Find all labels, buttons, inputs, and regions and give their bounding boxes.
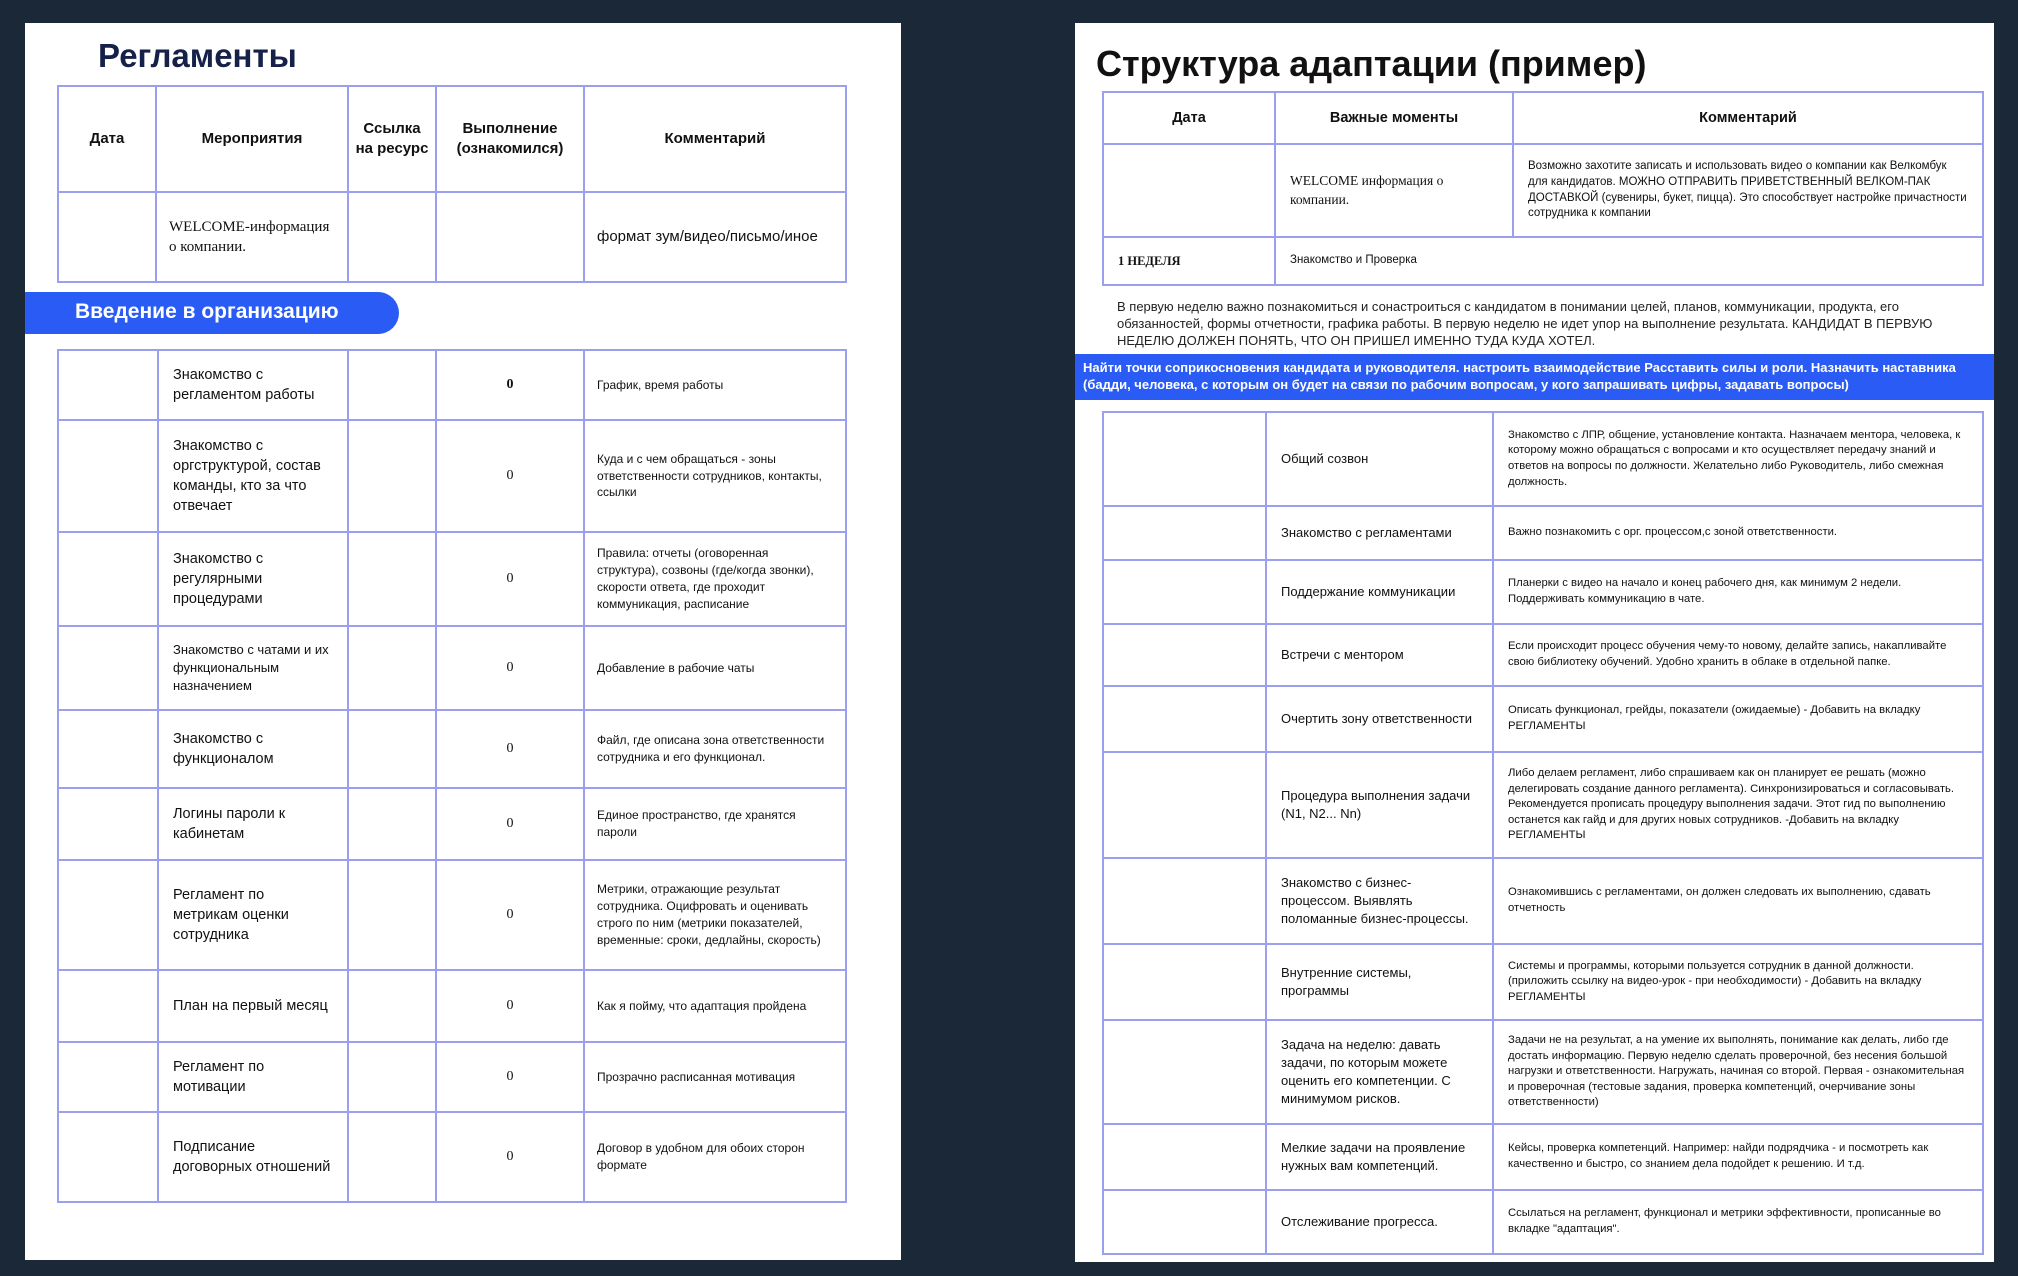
cell-date xyxy=(58,970,158,1042)
cell-link xyxy=(348,1112,436,1202)
cell-event: Знакомство с оргструктурой, состав команды, кто за что отвечает xyxy=(158,420,348,532)
cell-moment: Знакомство с бизнес-процессом. Выявлять поломанные бизнес-процессы. xyxy=(1266,858,1493,944)
cell-done: 0 xyxy=(436,710,584,788)
cell-moment: Мелкие задачи на проявление нужных вам компетенций. xyxy=(1266,1124,1493,1190)
cell-date xyxy=(1103,1124,1266,1190)
table-row xyxy=(58,1042,846,1112)
cell-comment: Либо делаем регламент, либо спрашиваем как он планирует ее решать (можно делегировать создание данного регламента). Синхронизироваться и согласовывать. Рекомендуется прописать процедуру выполнения задачи. Этот гид по выполнению останется как гайд и для других новых сотрудников. -Добавить на вкладку РЕГЛАМЕНТЫ xyxy=(1493,752,1983,858)
table-row xyxy=(1103,944,1983,1020)
cell-comment: График, время работы xyxy=(584,350,846,420)
cell-moment: Отслеживание прогресса. xyxy=(1266,1190,1493,1254)
cell-date xyxy=(58,788,158,860)
table-row xyxy=(1103,560,1983,624)
cell-link xyxy=(348,192,436,282)
cell-date xyxy=(1103,752,1266,858)
cell-link xyxy=(348,788,436,860)
cell-comment: Правила: отчеты (оговоренная структура), созвоны (где/когда звонки), скорости ответа, где проходит коммуникация, расписание xyxy=(584,532,846,626)
cell-date xyxy=(58,532,158,626)
table-row xyxy=(1103,1190,1983,1254)
table-row xyxy=(58,532,846,626)
cell-comment: Файл, где описана зона ответственности сотрудника и его функционал. xyxy=(584,710,846,788)
column-header-date: Дата xyxy=(58,86,156,192)
cell-date xyxy=(1103,686,1266,752)
cell-date xyxy=(58,192,156,282)
cell-comment: Прозрачно расписанная мотивация xyxy=(584,1042,846,1112)
column-header-comment: Комментарий xyxy=(584,86,846,192)
cell-done: 0 xyxy=(436,1042,584,1112)
cell-link xyxy=(348,626,436,710)
cell-done: 0 xyxy=(436,860,584,970)
cell-date xyxy=(58,860,158,970)
table-header-row xyxy=(58,86,846,192)
cell-event: План на первый месяц xyxy=(158,970,348,1042)
cell-done: 0 xyxy=(436,970,584,1042)
cell-comment: Планерки с видео на начало и конец рабочего дня, как минимум 2 недели. Поддерживать коммуникацию в чате. xyxy=(1493,560,1983,624)
highlight-band: Найти точки соприкосновения кандидата и руководителя. настроить взаимодействие Расставить силы и роли. Назначить наставника (бадди, человека, с которым он будет на связи по рабочим вопросам, у кого запрашивать цифры, задавать вопросы) xyxy=(1075,354,1994,400)
cell-event: Регламент по метрикам оценки сотрудника xyxy=(158,860,348,970)
cell-moment: Поддержание коммуникации xyxy=(1266,560,1493,624)
table-row xyxy=(1103,686,1983,752)
table-row xyxy=(1103,1124,1983,1190)
cell-link xyxy=(348,532,436,626)
table-row xyxy=(58,788,846,860)
cell-done: 0 xyxy=(436,532,584,626)
adaptation-table xyxy=(1102,411,1984,1255)
cell-date xyxy=(1103,506,1266,560)
section-label: Введение в организацию xyxy=(25,292,399,334)
column-header-comment: Комментарий xyxy=(1513,92,1983,144)
cell-event: Логины пароли к кабинетам xyxy=(158,788,348,860)
cell-done: 0 xyxy=(436,788,584,860)
cell-event: Регламент по мотивации xyxy=(158,1042,348,1112)
table-row xyxy=(58,626,846,710)
cell-link xyxy=(348,1042,436,1112)
cell-comment: Договор в удобном для обоих сторон формате xyxy=(584,1112,846,1202)
cell-event: Знакомство с функционалом xyxy=(158,710,348,788)
week-text: Знакомство и Проверка xyxy=(1275,237,1983,285)
week-label: 1 НЕДЕЛЯ xyxy=(1103,237,1275,285)
cell-date xyxy=(1103,944,1266,1020)
table-row xyxy=(58,860,846,970)
cell-comment: Ссылаться на регламент, функционал и метрики эффективности, прописанные во вкладке "адаптация". xyxy=(1493,1190,1983,1254)
cell-date xyxy=(1103,412,1266,506)
cell-comment: Добавление в рабочие чаты xyxy=(584,626,846,710)
cell-link xyxy=(348,970,436,1042)
cell-done: 0 xyxy=(436,420,584,532)
column-header-date: Дата xyxy=(1103,92,1275,144)
cell-date xyxy=(1103,144,1275,237)
cell-date xyxy=(1103,1020,1266,1124)
cell-moment: Процедура выполнения задачи (N1, N2... Nn) xyxy=(1266,752,1493,858)
cell-link xyxy=(348,710,436,788)
cell-event: Подписание договорных отношений xyxy=(158,1112,348,1202)
cell-date xyxy=(1103,624,1266,686)
table-row xyxy=(1103,144,1983,237)
page-title: Регламенты xyxy=(98,37,297,74)
week-row xyxy=(1103,237,1983,285)
column-header-link: Ссылка на ресурс xyxy=(348,86,436,192)
adaptation-header-table xyxy=(1102,91,1984,286)
cell-event: Знакомство с регулярными процедурами xyxy=(158,532,348,626)
table-row xyxy=(1103,1020,1983,1124)
cell-comment: Системы и программы, которыми пользуется сотрудник в данной должности. (приложить ссылку на видео-урок - при необходимости) - Добавить на вкладку РЕГЛАМЕНТЫ xyxy=(1493,944,1983,1020)
cell-comment: Знакомство с ЛПР, общение, установление контакта. Назначаем ментора, человека, к которому можно обращаться с вопросами и кто осуществляет передачу знаний и ответов на вопросы по должности. Желательно либо Руководитель, либо смежная должность. xyxy=(1493,412,1983,506)
cell-link xyxy=(348,420,436,532)
column-header-done: Выполнение (ознакомился) xyxy=(436,86,584,192)
table-row xyxy=(58,710,846,788)
cell-link xyxy=(348,350,436,420)
cell-comment: Если происходит процесс обучения чему-то новому, делайте запись, накапливайте свою библиотеку обучений. Удобно хранить в облаке в отдельной папке. xyxy=(1493,624,1983,686)
cell-comment: Метрики, отражающие результат сотрудника. Оцифровать и оценивать строго по ним (метрики показателей, временные: сроки, дедлайны, скорость) xyxy=(584,860,846,970)
cell-date xyxy=(58,710,158,788)
cell-comment: Кейсы, проверка компетенций. Например: найди подрядчика - и посмотреть как качественно и быстро, со знанием дела подойдет к решению. И т.д. xyxy=(1493,1124,1983,1190)
cell-done: 0 xyxy=(436,1112,584,1202)
regulations-table xyxy=(57,349,847,1203)
cell-event: WELCOME-информация о компании. xyxy=(156,192,348,282)
cell-date xyxy=(1103,858,1266,944)
cell-comment: Куда и с чем обращаться - зоны ответственности сотрудников, контакты, ссылки xyxy=(584,420,846,532)
cell-comment: Задачи не на результат, а на умение их выполнять, понимание как делать, либо где достать информацию. Первую неделю сделать проверочной, без несения большой нагрузки и ответственности. Нагружать, начиная со второй. Первая - ознакомительная и проверочная (тестовые задания, проверка компетенций, очерчивание зоны ответственности) xyxy=(1493,1020,1983,1124)
table-row xyxy=(1103,624,1983,686)
cell-done xyxy=(436,192,584,282)
table-row xyxy=(1103,752,1983,858)
cell-date xyxy=(1103,1190,1266,1254)
page-regulations xyxy=(25,23,901,1260)
cell-date xyxy=(1103,560,1266,624)
page-title: Структура адаптации (пример) xyxy=(1096,43,1647,84)
cell-date xyxy=(58,626,158,710)
column-header-events: Мероприятия xyxy=(156,86,348,192)
cell-moment: Внутренние системы, программы xyxy=(1266,944,1493,1020)
cell-link xyxy=(348,860,436,970)
cell-comment: Ознакомившись с регламентами, он должен следовать их выполнению, сдавать отчетность xyxy=(1493,858,1983,944)
cell-moment: Очертить зону ответственности xyxy=(1266,686,1493,752)
table-row xyxy=(58,1112,846,1202)
cell-event: Знакомство с чатами и их функциональным назначением xyxy=(158,626,348,710)
table-row xyxy=(1103,506,1983,560)
regulations-header-table xyxy=(57,85,847,283)
cell-moment: Встречи с ментором xyxy=(1266,624,1493,686)
cell-comment: Возможно захотите записать и использовать видео о компании как Велкомбук для кандидатов. МОЖНО ОТПРАВИТЬ ПРИВЕТСТВЕННЫЙ ВЕЛКОМ-ПАК ДОСТАВКОЙ (сувениры, букет, пицца). Это способствует настройке причастности сотрудника к компании xyxy=(1513,144,1983,237)
table-row xyxy=(58,192,846,282)
cell-date xyxy=(58,1042,158,1112)
cell-moment: Знакомство с регламентами xyxy=(1266,506,1493,560)
cell-moment: WELCOME информация о компании. xyxy=(1275,144,1513,237)
cell-date xyxy=(58,420,158,532)
cell-done: 0 xyxy=(436,626,584,710)
cell-done: 0 xyxy=(436,350,584,420)
table-row xyxy=(58,350,846,420)
cell-comment: Важно познакомить с орг. процессом,с зоной ответственности. xyxy=(1493,506,1983,560)
page-adaptation-structure xyxy=(1075,23,1994,1262)
cell-event: Знакомство с регламентом работы xyxy=(158,350,348,420)
week-intro-text: В первую неделю важно познакомиться и сонастроиться с кандидатом в понимании целей, планов, коммуникации, продукта, его обязанностей, формы отчетности, графика работы. В первую неделю не идет упор на выполнение результата. КАНДИДАТ В ПЕРВУЮ НЕДЕЛЮ ДОЛЖЕН ПОНЯТЬ, ЧТО ОН ПРИШЕЛ ИМЕННО ТУДА КУДА ХОТЕЛ. xyxy=(1117,299,1933,348)
cell-moment: Общий созвон xyxy=(1266,412,1493,506)
table-header-row xyxy=(1103,92,1983,144)
table-row xyxy=(1103,858,1983,944)
column-header-moments: Важные моменты xyxy=(1275,92,1513,144)
cell-comment: формат зум/видео/письмо/иное xyxy=(584,192,846,282)
table-row xyxy=(1103,412,1983,506)
cell-comment: Единое пространство, где хранятся пароли xyxy=(584,788,846,860)
cell-comment: Как я пойму, что адаптация пройдена xyxy=(584,970,846,1042)
cell-moment: Задача на неделю: давать задачи, по которым можете оценить его компетенции. С минимумом рисков. xyxy=(1266,1020,1493,1124)
cell-comment: Описать функционал, грейды, показатели (ожидаемые) - Добавить на вкладку РЕГЛАМЕНТЫ xyxy=(1493,686,1983,752)
cell-date xyxy=(58,1112,158,1202)
cell-date xyxy=(58,350,158,420)
table-row xyxy=(58,420,846,532)
table-row xyxy=(58,970,846,1042)
